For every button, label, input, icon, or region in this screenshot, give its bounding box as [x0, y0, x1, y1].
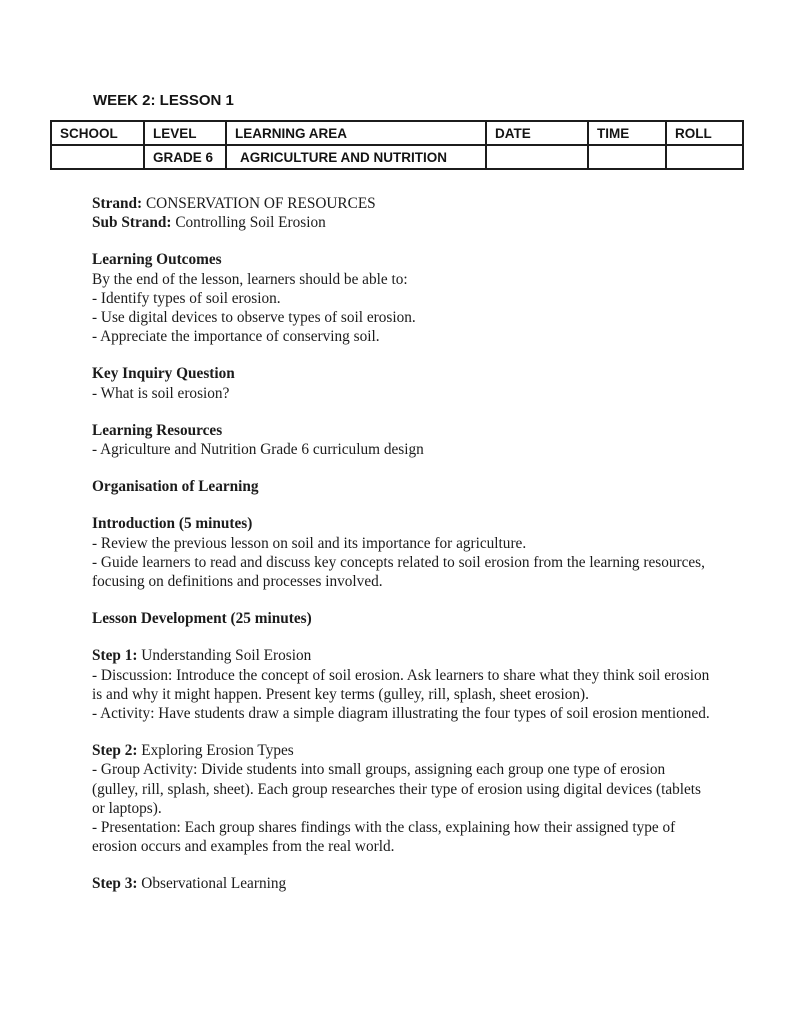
- introduction-item: - Guide learners to read and discuss key concepts related to soil erosion from the learning resources, focusing on definitions and processes involved.: [92, 553, 705, 591]
- cell-level: GRADE 6: [144, 145, 226, 169]
- outcome-item: - Appreciate the importance of conserving soil.: [92, 328, 380, 346]
- header-school: SCHOOL: [51, 121, 144, 145]
- info-table-header-row: [51, 121, 743, 145]
- introduction-item: - Review the previous lesson on soil and its importance for agriculture.: [92, 534, 527, 552]
- strand-value: CONSERVATION OF RESOURCES: [145, 195, 376, 212]
- header-time: TIME: [588, 121, 666, 145]
- strand-line: [92, 194, 712, 213]
- organisation-heading: Organisation of Learning: [92, 478, 259, 496]
- cell-school: [51, 145, 144, 169]
- key-inquiry-item: - What is soil erosion?: [92, 384, 230, 402]
- cell-time: [588, 145, 666, 169]
- learning-outcomes-section: [92, 250, 712, 346]
- cell-date: [486, 145, 588, 169]
- step2-label: Step 2:: [92, 742, 138, 760]
- learning-resources-item: - Agriculture and Nutrition Grade 6 curriculum design: [92, 441, 424, 459]
- lesson-body: [92, 194, 712, 912]
- introduction-heading: Introduction (5 minutes): [92, 515, 253, 533]
- header-date: DATE: [486, 121, 588, 145]
- lesson-title: WEEK 2: LESSON 1: [93, 92, 234, 109]
- strand-label: Strand:: [92, 195, 143, 212]
- step2-heading: [92, 741, 712, 760]
- introduction-section: [92, 514, 712, 591]
- strand-block: [92, 194, 712, 232]
- header-roll: ROLL: [666, 121, 743, 145]
- lesson-info-table: [50, 120, 744, 170]
- step1-title: Understanding Soil Erosion: [141, 647, 312, 665]
- step2-item: - Presentation: Each group shares findings with the class, explaining how their assigned type of erosion occurs and examples from the real world.: [92, 819, 676, 856]
- step3-label: Step 3:: [92, 875, 138, 893]
- step2-item: - Group Activity: Divide students into small groups, assigning each group one type of erosion (gulley, rill, splash, sheet). Each group researches their type of erosion using digital devices (tablets or laptops).: [92, 761, 701, 817]
- step2-title: Exploring Erosion Types: [141, 742, 294, 760]
- outcome-item: - Identify types of soil erosion.: [92, 289, 281, 307]
- step1-item: - Discussion: Introduce the concept of soil erosion. Ask learners to share what they think soil erosion is and why it might happen. Present key terms (gulley, rill, splash, sheet erosion).: [92, 666, 710, 703]
- cell-learning-area: AGRICULTURE AND NUTRITION: [226, 145, 486, 169]
- key-inquiry-section: [92, 364, 712, 402]
- organisation-section: [92, 477, 712, 496]
- step1-label: Step 1:: [92, 647, 138, 665]
- step3-heading: [92, 874, 712, 893]
- learning-resources-heading: Learning Resources: [92, 421, 223, 439]
- lesson-development-heading: Lesson Development (25 minutes): [92, 610, 312, 628]
- cell-roll: [666, 145, 743, 169]
- sub-strand-label: Sub Strand:: [92, 214, 172, 232]
- key-inquiry-heading: Key Inquiry Question: [92, 365, 235, 383]
- step1-heading: [92, 646, 712, 665]
- learning-outcomes-heading: Learning Outcomes: [92, 251, 222, 269]
- header-level: LEVEL: [144, 121, 226, 145]
- learning-outcomes-intro: By the end of the lesson, learners should be able to:: [92, 270, 408, 288]
- step2-section: [92, 741, 712, 856]
- info-table-value-row: [51, 145, 743, 169]
- step1-item: - Activity: Have students draw a simple diagram illustrating the four types of soil erosion mentioned.: [92, 705, 710, 723]
- outcome-item: - Use digital devices to observe types of soil erosion.: [92, 309, 416, 327]
- step3-title: Observational Learning: [141, 875, 287, 893]
- step3-section: [92, 874, 712, 893]
- step1-section: [92, 646, 712, 723]
- sub-strand-value: Controlling Soil Erosion: [175, 214, 326, 232]
- lesson-development-section: [92, 609, 712, 628]
- learning-resources-section: [92, 421, 712, 459]
- sub-strand-line: [92, 213, 712, 232]
- header-learning-area: LEARNING AREA: [226, 121, 486, 145]
